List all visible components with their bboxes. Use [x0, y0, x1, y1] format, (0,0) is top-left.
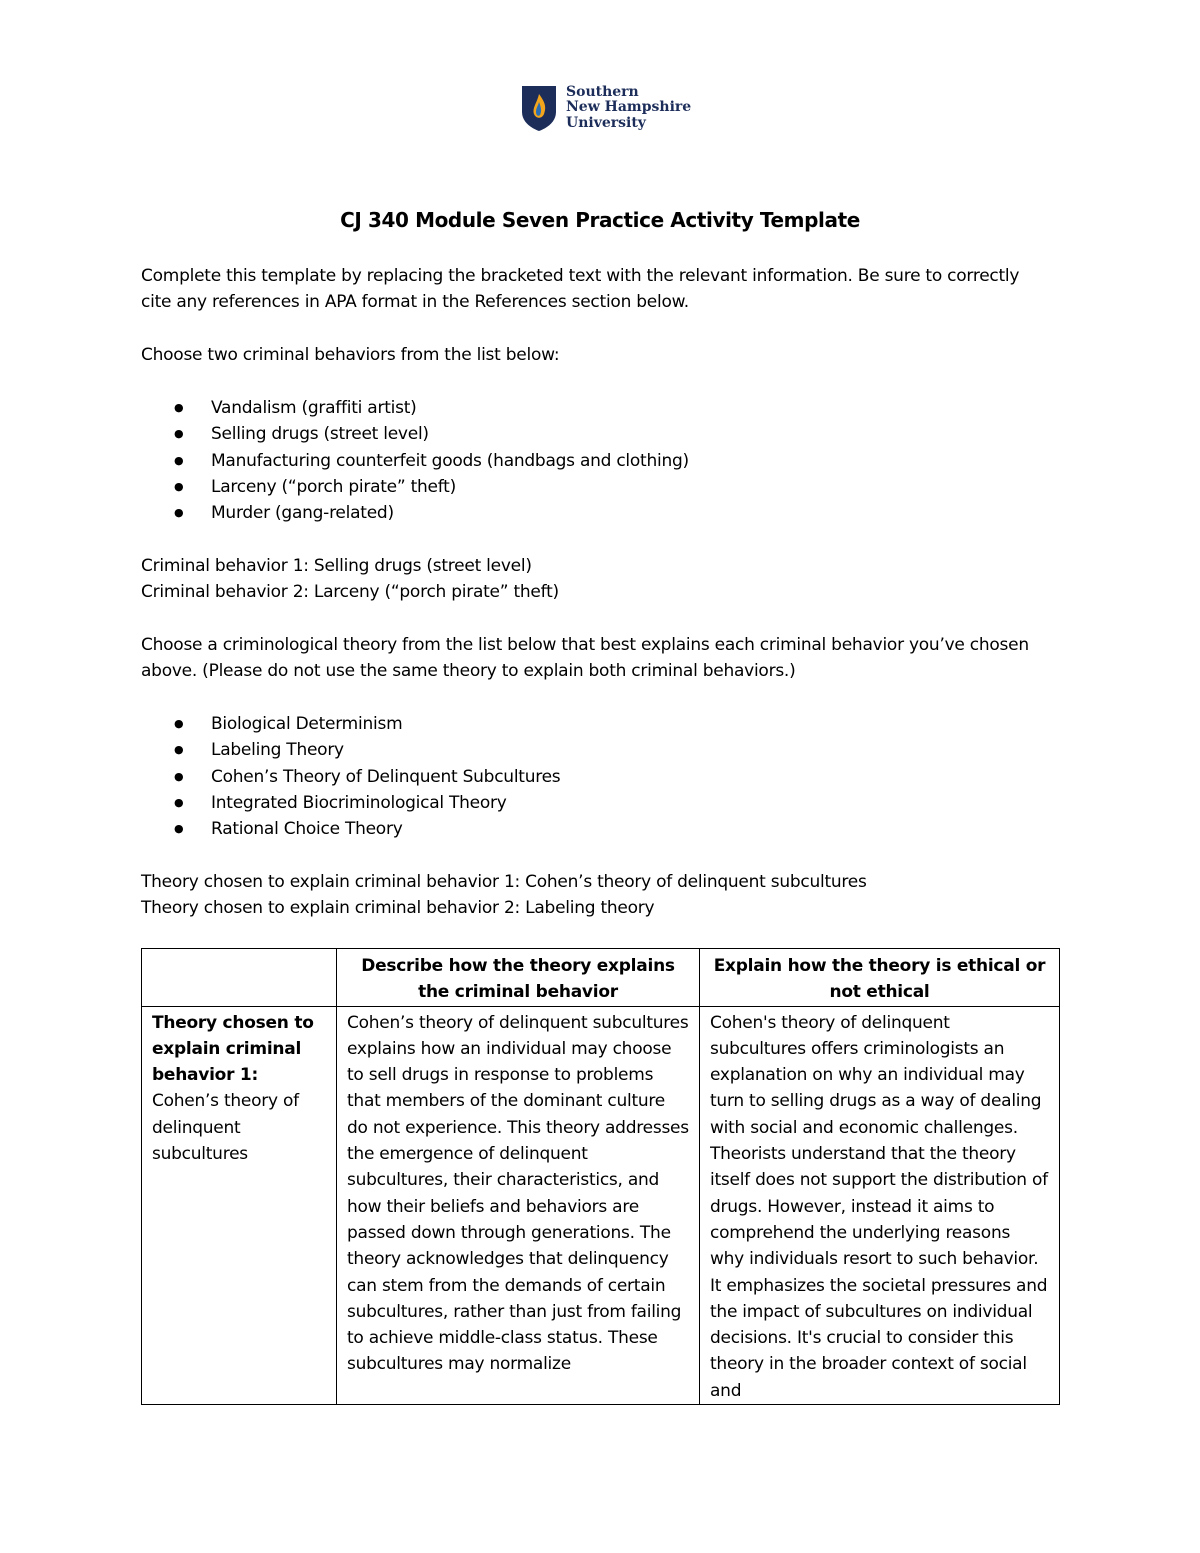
behaviors-list: [141, 395, 689, 526]
table-header-blank: [142, 949, 337, 1007]
list-item: ● Integrated Biocriminological Theory: [141, 790, 560, 816]
describe-cell: [337, 1006, 700, 1404]
ethics-cell: [700, 1006, 1060, 1404]
row-label-cell: [142, 1006, 337, 1404]
ethics-text: Cohen's theory of delinquent subcultures offers criminologists an explanation on why an individual may turn to selling drugs as a way of dealing with social and economic challenges. Theorists understand that the theory itself does not support the distribution of drugs. However, instead it aims to comprehend the underlying reasons why individuals resort to such behavior. It emphasizes the societal pressures and the impact of subcultures on individual decisions. It's crucial to consider this theory in the broader context of social and: [710, 1012, 1048, 1401]
behaviors-prompt: Choose two criminal behaviors from the list below:: [141, 345, 560, 365]
list-item: ● Selling drugs (street level): [141, 421, 689, 447]
table-header-row: [142, 949, 1060, 1007]
row-label-value: Cohen’s theory of delinquent subcultures: [152, 1091, 299, 1165]
table-header-describe: Describe how the theory explains the criminal behavior: [337, 949, 700, 1007]
university-logo: [520, 84, 691, 132]
list-item: ● Vandalism (graffiti artist): [141, 395, 689, 421]
list-item: ● Manufacturing counterfeit goods (handbags and clothing): [141, 448, 689, 474]
table-row: [142, 1006, 1060, 1404]
chosen-behavior-1: Criminal behavior 1: Selling drugs (street level): [141, 556, 532, 576]
list-item: ● Larceny (“porch pirate” theft): [141, 474, 689, 500]
theory-table: [141, 948, 1060, 1405]
logo-line-2: New Hampshire: [566, 99, 692, 116]
row-label-heading: Theory chosen to explain criminal behavior 1:: [152, 1012, 314, 1086]
logo-line-3: University: [566, 114, 646, 131]
theories-list: [141, 711, 560, 842]
page-title: CJ 340 Module Seven Practice Activity Template: [340, 208, 860, 232]
list-item: ● Rational Choice Theory: [141, 816, 560, 842]
flame-shield-icon: [520, 84, 558, 132]
logo-wordmark: [566, 85, 691, 132]
list-item: ● Murder (gang-related): [141, 500, 689, 526]
list-item: ● Labeling Theory: [141, 737, 560, 763]
chosen-theory-2: Theory chosen to explain criminal behavior 2: Labeling theory: [141, 898, 655, 918]
logo-line-1: Southern: [566, 83, 639, 100]
list-item: ● Cohen’s Theory of Delinquent Subcultures: [141, 764, 560, 790]
list-item: ● Biological Determinism: [141, 711, 560, 737]
chosen-theory-1: Theory chosen to explain criminal behavior 1: Cohen’s theory of delinquent subcultures: [141, 872, 867, 892]
intro-paragraph: Complete this template by replacing the bracketed text with the relevant information. Be sure to correctly cite any references in APA format in the References section below.: [141, 266, 1020, 313]
chosen-behavior-2: Criminal behavior 2: Larceny (“porch pirate” theft): [141, 582, 559, 602]
theories-prompt: Choose a criminological theory from the list below that best explains each criminal behavior you’ve chosen above. (Please do not use the same theory to explain both criminal behaviors.): [141, 635, 1029, 682]
table-header-ethics: Explain how the theory is ethical or not ethical: [700, 949, 1060, 1007]
describe-text: Cohen’s theory of delinquent subcultures explains how an individual may choose to sell drugs in response to problems that members of the dominant culture do not experience. This theory addresses the emergence of delinquent subcultures, their characteristics, and how their beliefs and behaviors are passed down through generations. The theory acknowledges that delinquency can stem from the demands of certain subcultures, rather than just from failing to achieve middle-class status. These subcultures may normalize: [347, 1012, 689, 1375]
